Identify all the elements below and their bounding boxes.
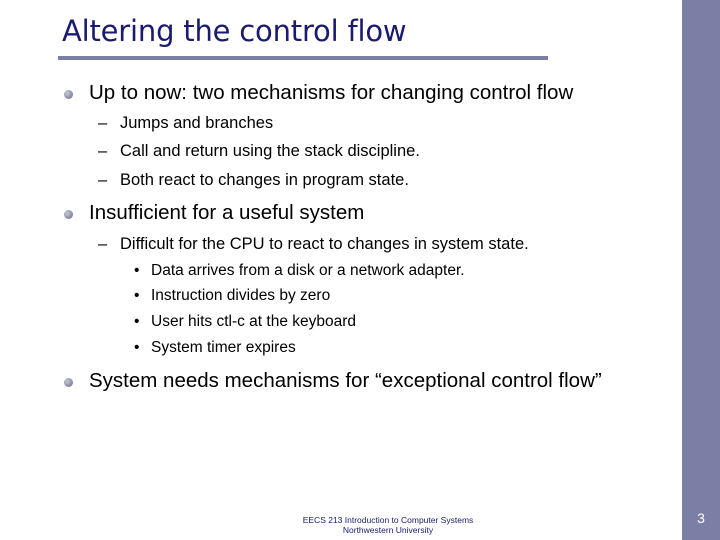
dash-icon: – [98, 171, 108, 189]
bullet-dot-icon [64, 378, 73, 387]
bullet-dot-icon: • [134, 287, 140, 304]
footer-university: Northwestern University [342, 525, 434, 535]
bullet-dot-icon [64, 90, 73, 99]
bullet-dot-icon: • [134, 339, 140, 356]
sub-sub-bullet-text: System timer expires [151, 339, 296, 356]
sub-bullet-text: Difficult for the CPU to react to changes in system state. [120, 235, 529, 253]
side-accent-bar [682, 0, 720, 540]
sub-bullet-text: Both react to changes in program state. [120, 171, 409, 189]
footer [288, 515, 488, 535]
bullet-text: Up to now: two mechanisms for changing control flow [89, 81, 574, 104]
page-number: 3 [697, 510, 705, 526]
dash-icon: – [98, 114, 108, 132]
sub-bullet-text: Jumps and branches [120, 114, 274, 132]
title-underline [58, 56, 548, 60]
bullet-dot-icon [64, 210, 73, 219]
bullet-dot-icon: • [134, 262, 140, 279]
bullet-dot-icon: • [134, 313, 140, 330]
sub-sub-bullet-text: Data arrives from a disk or a network adapter. [151, 262, 465, 279]
footer-course: EECS 213 Introduction to Computer Systems [302, 515, 474, 525]
bullet-text: System needs mechanisms for “exceptional control flow” [89, 369, 602, 392]
bullet-text: Insufficient for a useful system [89, 201, 365, 224]
sub-sub-bullet-text: User hits ctl-c at the keyboard [151, 313, 357, 330]
sub-bullet-text: Call and return using the stack discipline. [120, 142, 420, 160]
dash-icon: – [98, 235, 108, 253]
sub-sub-bullet-text: Instruction divides by zero [151, 287, 331, 304]
dash-icon: – [98, 142, 108, 160]
slide-title: Altering the control flow [62, 14, 407, 48]
